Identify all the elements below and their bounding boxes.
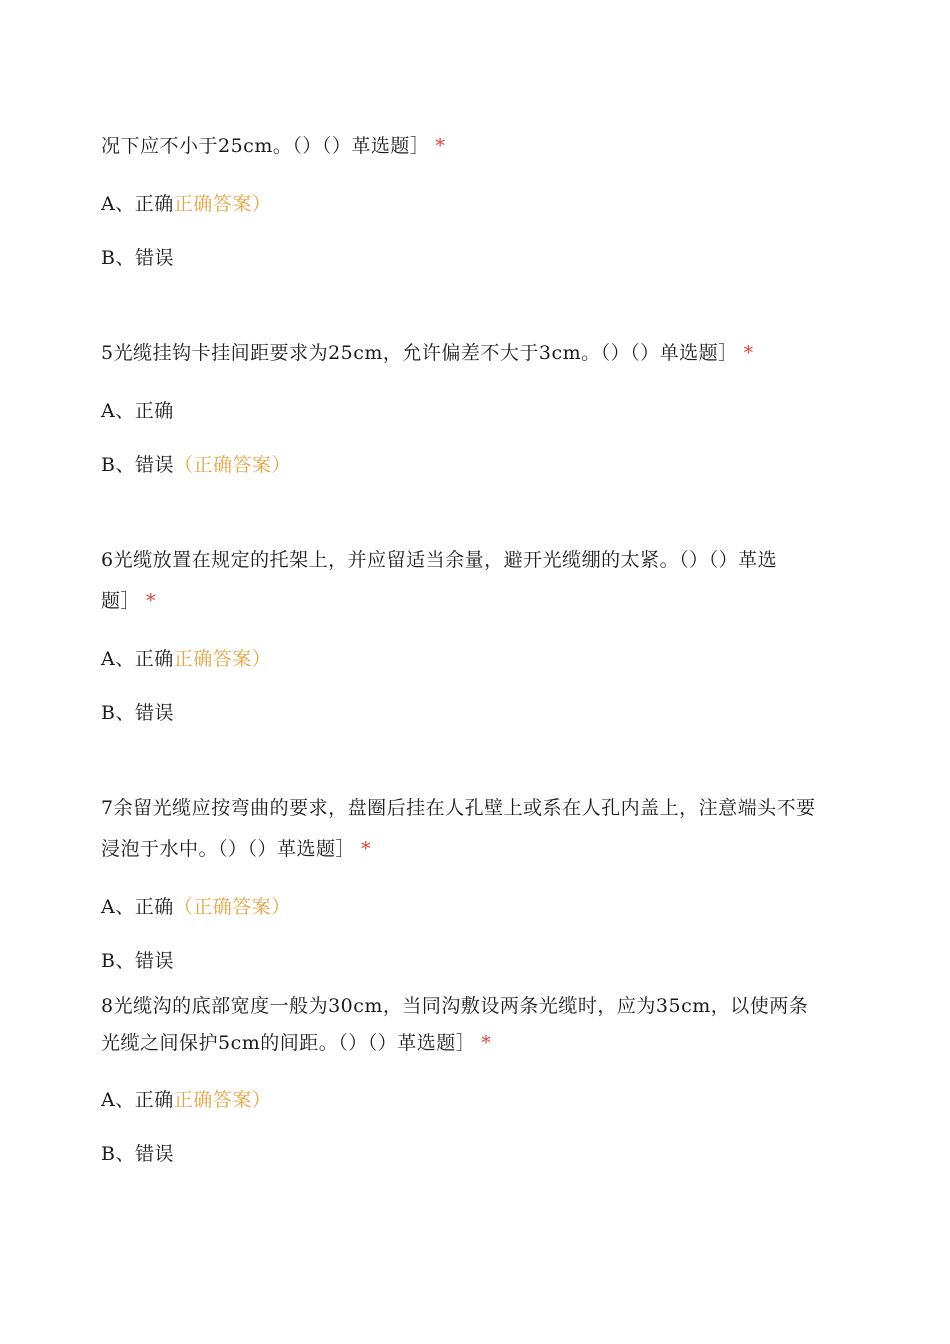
option-label: A、正确 [101,400,174,422]
question-6-option-b[interactable] [101,698,174,725]
question-5-option-a[interactable] [101,396,174,423]
correct-answer-marker: 正确答案） [173,1089,272,1111]
question-4-option-b[interactable] [101,243,174,270]
question-text: 5光缆挂钩卡挂间距要求为25cm，允许偏差不大于3cm。（）（）单选题］ [101,342,738,364]
question-5-stem [101,338,754,365]
option-label: A、正确 [101,896,174,918]
required-star: * [435,135,446,157]
question-text: 况下应不小于25cm。（）（）革选题］ [101,135,430,157]
question-6-stem-line-2 [101,586,156,613]
question-text: 浸泡于水中。（）（）革选题］ [101,838,356,860]
question-6-stem-line-1 [101,545,777,572]
question-text: 7余留光缆应按弯曲的要求，盘圈后挂在人孔壁上或系在人孔内盖上，注意端头不要 [101,797,816,819]
question-text: 光缆之间保护5cm的间距。（）（）革选题］ [101,1032,476,1054]
question-7-stem-line-2 [101,834,371,861]
option-label: B、错误 [101,454,174,476]
question-6-option-a[interactable] [101,644,271,671]
question-text: 题］ [101,590,141,612]
required-star: * [146,590,157,612]
correct-answer-marker: 正确答案） [173,648,272,670]
required-star: * [361,838,372,860]
required-star: * [481,1032,492,1054]
question-8-option-b[interactable] [101,1139,174,1166]
correct-answer-marker: 正确答案） [173,193,272,215]
question-8-stem-line-2 [101,1028,491,1055]
option-label: A、正确 [101,1089,174,1111]
required-star: * [743,342,754,364]
question-7-option-b[interactable] [101,946,174,973]
option-label: B、错误 [101,1143,174,1165]
question-4-option-a[interactable] [101,189,271,216]
question-4-stem [101,131,445,158]
correct-answer-marker: （正确答案） [173,896,291,918]
question-text: 6光缆放置在规定的托架上，并应留适当余量，避开光缆绷的太紧。（）（）革选 [101,549,778,571]
option-label: B、错误 [101,702,174,724]
option-label: B、错误 [101,247,174,269]
question-7-stem-line-1 [101,793,816,820]
question-7-option-a[interactable] [101,892,291,919]
question-8-stem-line-1 [101,991,808,1018]
option-label: A、正确 [101,648,174,670]
option-label: B、错误 [101,950,174,972]
option-label: A、正确 [101,193,174,215]
question-5-option-b[interactable] [101,450,291,477]
correct-answer-marker: （正确答案） [173,454,291,476]
question-8-option-a[interactable] [101,1085,271,1112]
question-text: 8光缆沟的底部宽度一般为30cm，当同沟敷设两条光缆时，应为35cm，以使两条 [101,995,809,1017]
